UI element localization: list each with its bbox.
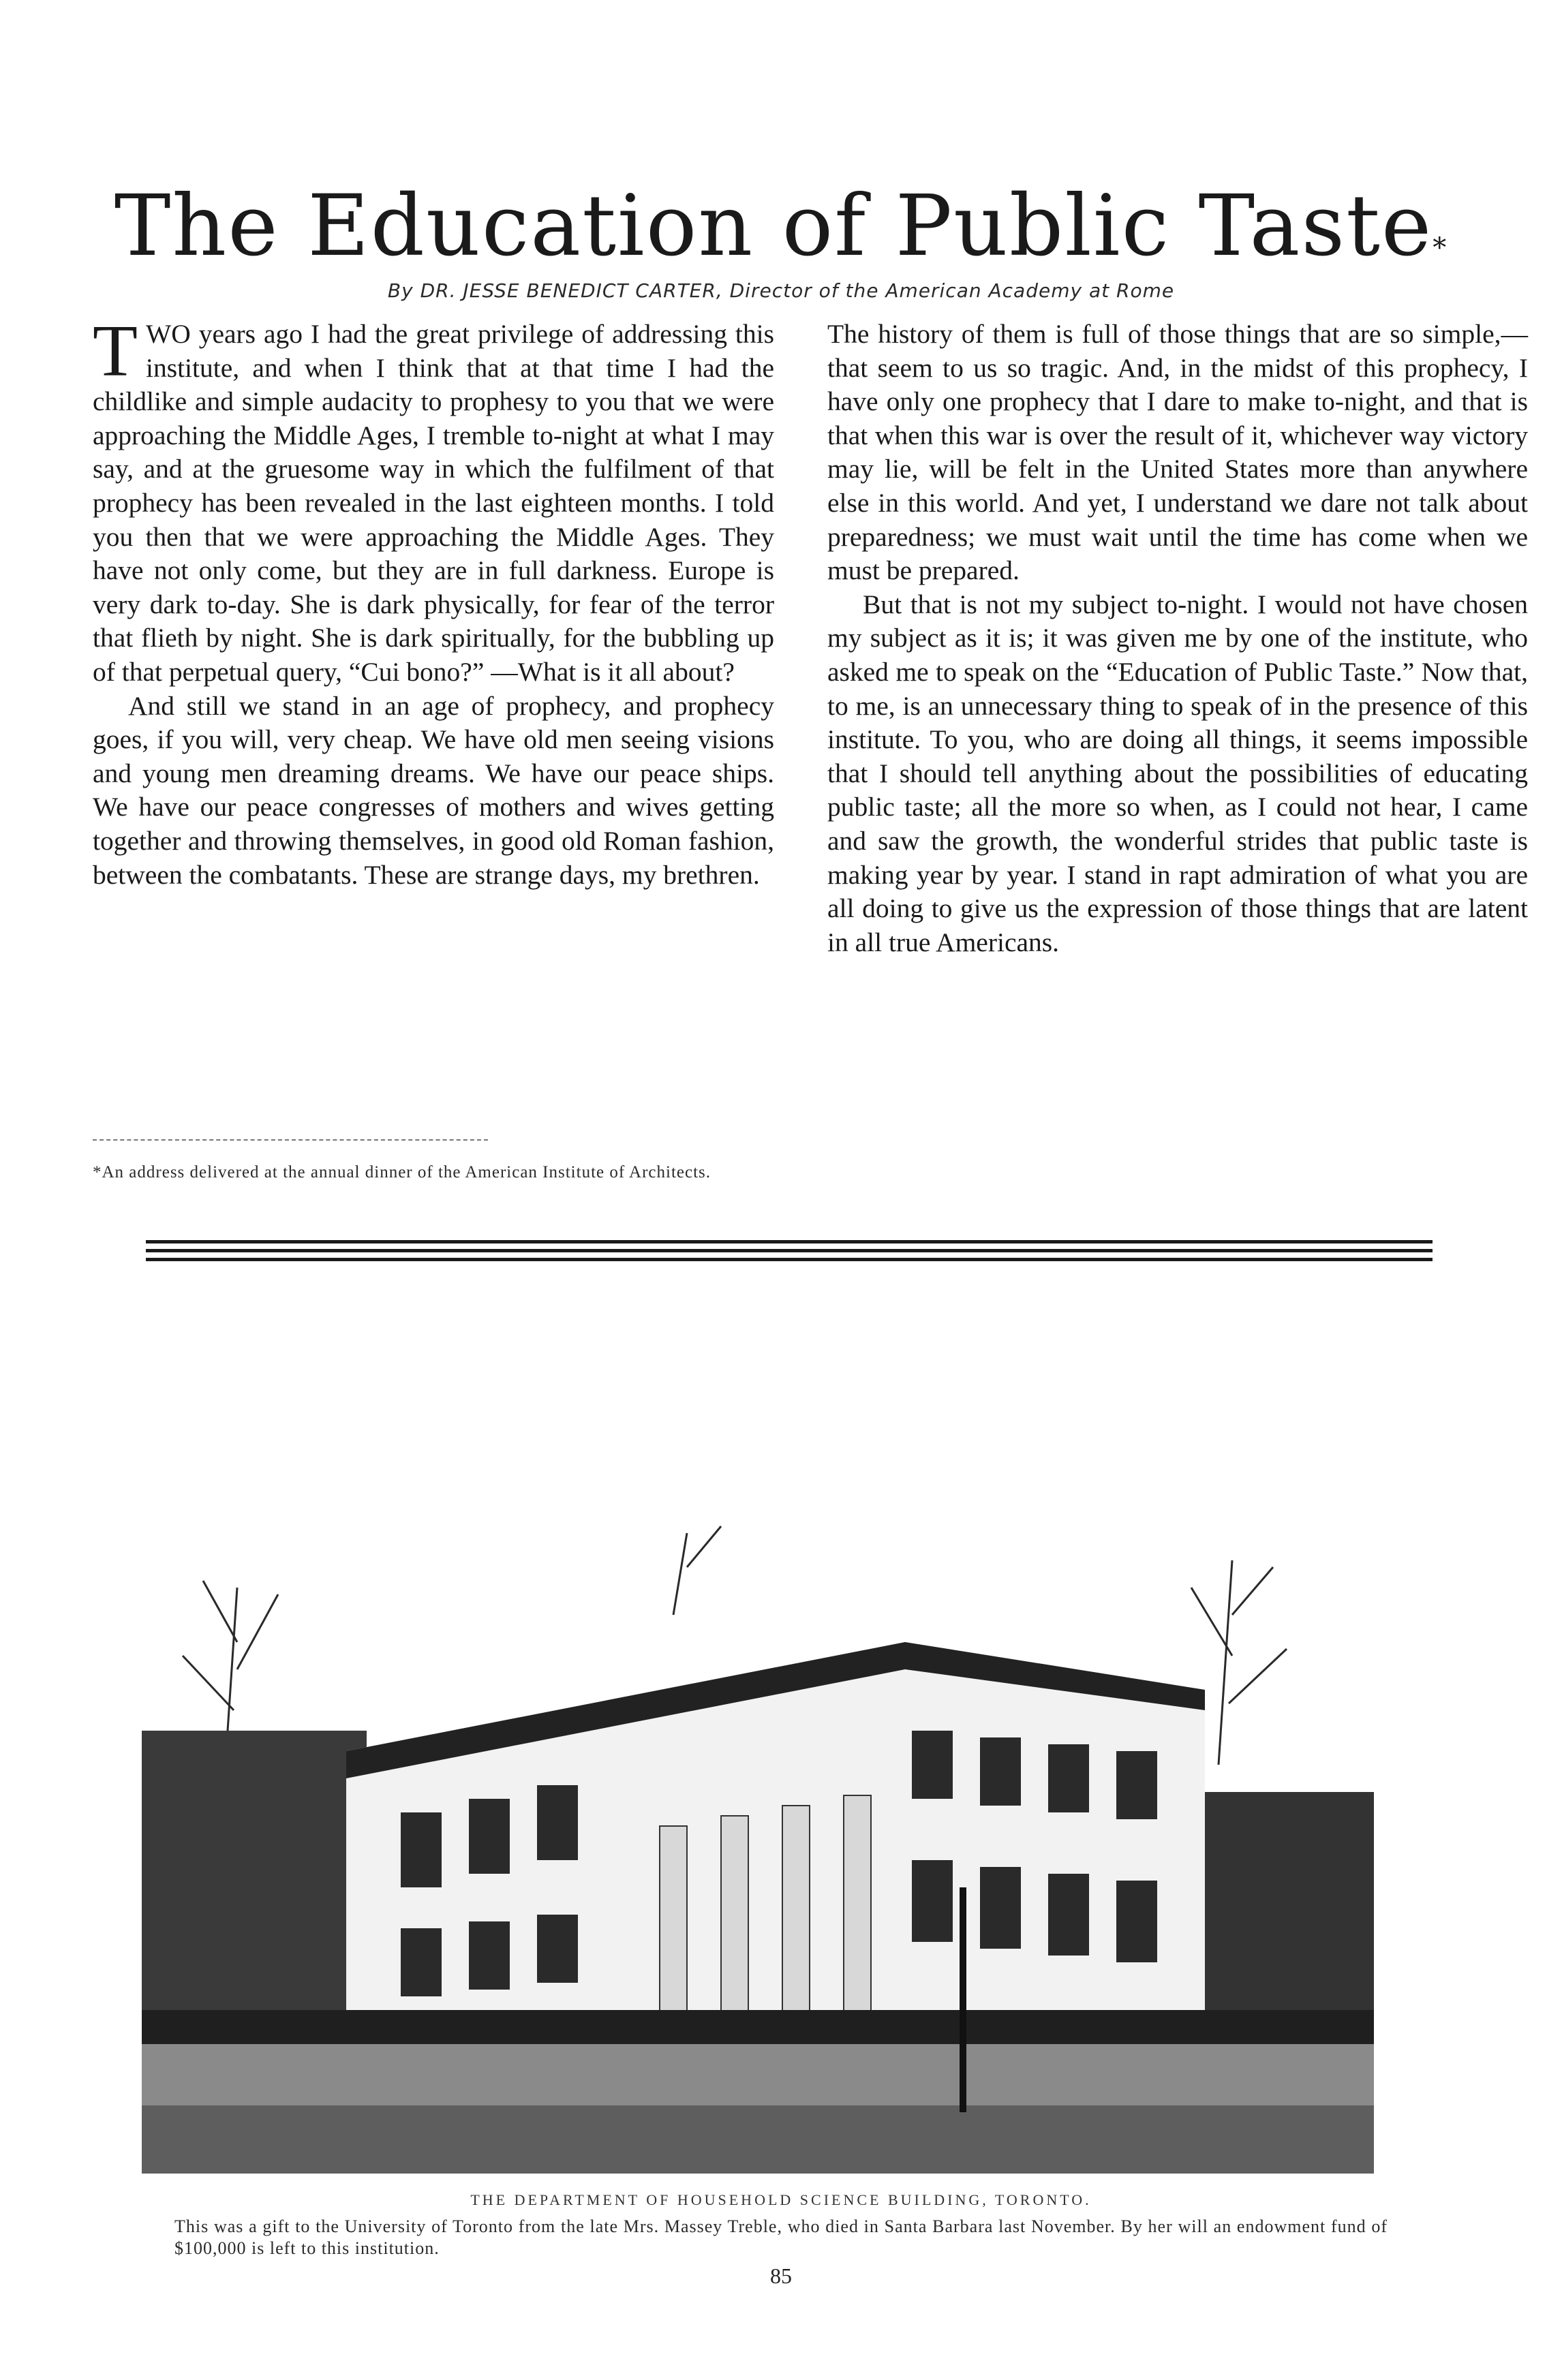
section-rule — [146, 1240, 1433, 1267]
left-column — [93, 311, 774, 892]
photo-caption-title: THE DEPARTMENT OF HOUSEHOLD SCIENCE BUILDING, TORONTO. — [470, 2191, 1092, 2208]
paragraph-2: And still we stand in an age of prophecy, and prophecy goes, if you will, very cheap. We have old men seeing visions and young men dreaming dreams. We have our peace ships. We have our peace congresses of mothers and wives getting together and throwing themselves, in good old Roman fashion, between the combatants. These are strange days, my brethren. — [93, 690, 774, 890]
photo-caption: This was a gift to the University of Toronto from the late Mrs. Massey Treble, who died in Santa Barbara last November. By her will an endowment fund of $100,000 is left to this institution. — [174, 2216, 1388, 2258]
drop-cap: T — [93, 311, 138, 392]
paragraph-4: But that is not my subject to-night. I would not have chosen my subject as it is; it was given me by one of the institute, who asked me to speak on the “Education of Public Taste.” Now that, to me, is an unnecessary thing to speak of in the presence of this institute. To you, who are doing all things, it seems impossible that I should tell anything about the possibilities of educating public taste; all the more so when, as I could not hear, I came and saw the growth, the wonderful strides that public taste is making year by year. I stand in rapt admiration of what you are all doing to give us the expression of those things that are latent in all true Americans. — [827, 589, 1528, 957]
footnote-divider — [93, 1139, 488, 1141]
building-photo — [142, 1506, 1374, 2174]
paragraph-3: The history of them is full of those things that are so simple,—that seem to us so tragic. And, in the midst of this prophecy, I have only one prophecy that I dare to make to-night, and that is that when this war is over the result of it, whichever way victory may lie, will be felt in the United States more than anywhere else in this world. And yet, I understand we dare not talk about preparedness; we must wait until the time has come when we must be prepared. — [827, 319, 1528, 586]
building-illustration — [142, 1506, 1374, 2174]
paragraph-1: TWO years ago I had the great privilege of addressing this institute, and when I think that at that time I had the childlike and simple audacity to prophesy to you that we were approaching the Middle Ages, I tremble to-night at what I may say, and at the gruesome way in which the fulfilment of that prophecy has been revealed in the last eighteen months. I told you then that we were approaching the Middle Ages. They have not only come, but they are in full darkness. Europe is very dark to-day. She is dark physically, for fear of the terror that flieth by night. She is dark spiritually, for the bubbling up of that perpetual query, “Cui bono?” —What is it all about? — [93, 311, 774, 687]
page-number: 85 — [770, 2263, 792, 2288]
article-title: The Education of Public Taste* — [114, 177, 1448, 275]
footnote: *An address delivered at the annual dinner of the American Institute of Architects. — [93, 1163, 711, 1181]
right-column — [827, 318, 1528, 959]
title-footnote-mark: * — [1433, 232, 1448, 264]
byline: By DR. JESSE BENEDICT CARTER, Director of the American Academy at Rome — [387, 279, 1175, 302]
